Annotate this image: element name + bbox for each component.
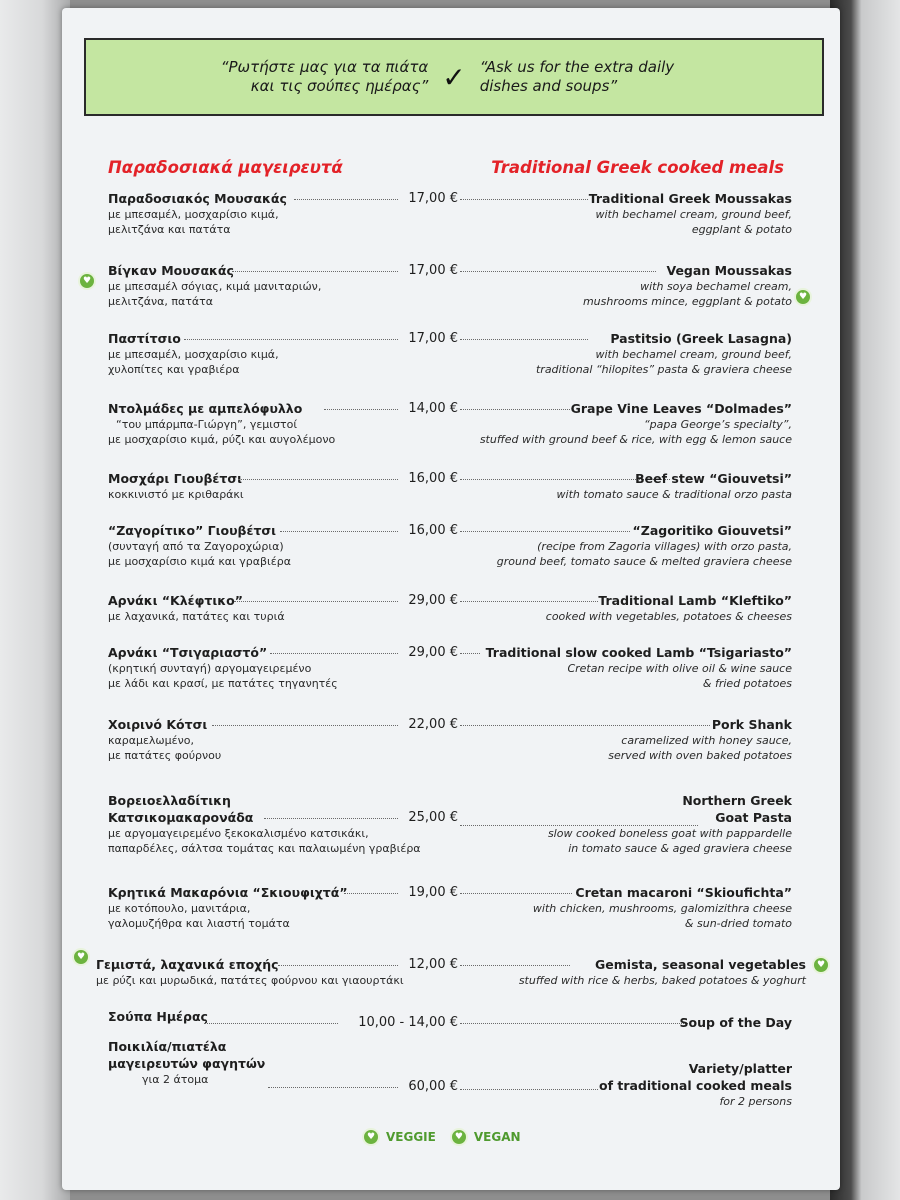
- menu-item-desc-en: traditional “hilopites” pasta & graviera cheese: [535, 363, 792, 376]
- menu-item-desc-en: cooked with vegetables, potatoes & cheeses: [545, 610, 792, 623]
- menu-item-desc-gr: παπαρδέλες, σάλτσα τομάτας και παλαιωμένη γραβιέρα: [108, 842, 421, 855]
- menu-item-name-en-line2: of traditional cooked meals: [598, 1078, 792, 1093]
- menu-item-desc-gr: γαλομυζήθρα και λιαστή τομάτα: [108, 917, 290, 930]
- menu-item-english: [466, 956, 806, 988]
- menu-item-price: 14,00 €: [408, 401, 458, 416]
- menu-item-price: 25,00 €: [408, 810, 458, 825]
- menu-item-desc-en: & sun-dried tomato: [684, 917, 792, 930]
- menu-item-english: [452, 644, 792, 691]
- menu-item-name-en: Traditional slow cooked Lamb “Tsigariasto”: [485, 645, 792, 660]
- menu-item-name-gr: Μοσχάρι Γιουβέτσι: [108, 471, 242, 486]
- section-title-english: Traditional Greek cooked meals: [491, 158, 784, 177]
- menu-item-desc-en: with bechamel cream, ground beef,: [595, 348, 792, 361]
- menu-item-price: 16,00 €: [408, 471, 458, 486]
- menu-item-english: [452, 470, 792, 502]
- legend-vegan-label: VEGAN: [473, 1130, 521, 1144]
- menu-item-name-gr-line2: μαγειρευτών φαγητών: [108, 1056, 266, 1071]
- menu-item-english: [452, 592, 792, 624]
- diet-legend: [362, 1128, 562, 1146]
- menu-item-desc-en: with soya bechamel cream,: [640, 280, 792, 293]
- banner-english: [480, 58, 710, 96]
- menu-item-name-gr: “Ζαγορίτικο” Γιουβέτσι: [108, 523, 277, 538]
- menu-item-name-en: Gemista, seasonal vegetables: [595, 957, 806, 972]
- menu-item-name-gr: Σούπα Ημέρας: [108, 1009, 208, 1024]
- menu-item-name-gr: Βίγκαν Μουσακάς: [108, 263, 234, 278]
- menu-item-desc-en: caramelized with honey sauce,: [621, 734, 792, 747]
- menu-item-price: 29,00 €: [408, 645, 458, 660]
- menu-item-english: [452, 190, 792, 237]
- menu-item-desc-gr: καραμελωμένο,: [108, 734, 194, 747]
- menu-item-price: 17,00 €: [408, 331, 458, 346]
- menu-item-english: [452, 1014, 792, 1031]
- menu-item-desc-gr: (κρητική συνταγή) αργομαγειρεμένο: [108, 662, 312, 675]
- menu-item-english: [452, 884, 792, 931]
- menu-item-desc-en: ground beef, tomato sauce & melted graviera cheese: [496, 555, 792, 568]
- menu-item-name-en: Traditional Greek Moussakas: [588, 191, 792, 206]
- menu-item-desc-gr: με μπεσαμέλ σόγιας, κιμά μανιταριών,: [108, 280, 322, 293]
- banner-greek-line1: “Ρωτήστε μας για τα πιάτα: [220, 58, 429, 76]
- menu-item-name-en: Beef stew “Giouvetsi”: [635, 471, 792, 486]
- menu-item-desc-en: with bechamel cream, ground beef,: [595, 208, 792, 221]
- menu-item-name-en: Vegan Moussakas: [666, 263, 792, 278]
- menu-item-price: 17,00 €: [408, 263, 458, 278]
- banner-greek: [198, 58, 428, 96]
- menu-item-desc-gr: χυλοπίτες και γραβιέρα: [108, 363, 240, 376]
- menu-item-desc-gr: με αργομαγειρεμένο ξεκοκαλισμένο κατσικάκι,: [108, 827, 369, 840]
- menu-item-desc-en: eggplant & potato: [691, 223, 792, 236]
- menu-item-name-en-line2: Goat Pasta: [715, 810, 792, 825]
- menu-item-desc-gr: με μοσχαρίσιο κιμά, ρύζι και αυγολέμονο: [108, 433, 336, 446]
- menu-item-name-gr: Ποικιλία/πιατέλα: [108, 1039, 227, 1054]
- menu-item-name-gr: Παραδοσιακός Μουσακάς: [108, 191, 287, 206]
- menu-item-desc-gr: με πατάτες φούρνου: [108, 749, 222, 762]
- menu-item-desc-en: stuffed with rice & herbs, baked potatoes & yoghurt: [518, 974, 806, 987]
- menu-item-price: 10,00 - 14,00 €: [358, 1015, 458, 1030]
- menu-item-desc-en: slow cooked boneless goat with pappardelle: [547, 827, 792, 840]
- daily-dishes-banner: [84, 38, 824, 116]
- menu-item-name-en: Pastitsio (Greek Lasagna): [610, 331, 792, 346]
- menu-item-name-en: Variety/platter: [688, 1061, 792, 1076]
- menu-item-desc-en: for 2 persons: [719, 1095, 792, 1108]
- menu-item-desc-en: (recipe from Zagoria villages) with orzo pasta,: [537, 540, 792, 553]
- menu-item-name-en: “Zagoritiko Giouvetsi”: [632, 523, 792, 538]
- menu-item-name-en: Cretan macaroni “Skioufichta”: [575, 885, 792, 900]
- menu-item-name-gr: Γεμιστά, λαχανικά εποχής: [96, 957, 279, 972]
- menu-item-desc-en: mushrooms mince, eggplant & potato: [582, 295, 792, 308]
- menu-item-desc-en: & fried potatoes: [702, 677, 792, 690]
- menu-item-desc-gr: με κοτόπουλο, μανιτάρια,: [108, 902, 251, 915]
- menu-item-desc-gr: “του μπάρμπα-Γιώργη”, γεμιστοί: [116, 418, 298, 431]
- menu-item-desc-gr: (συνταγή από τα Ζαγοροχώρια): [108, 540, 284, 553]
- menu-item-name-gr: Χοιρινό Κότσι: [108, 717, 208, 732]
- menu-item-desc-gr: κοκκινιστό με κριθαράκι: [108, 488, 244, 501]
- background-left: [0, 0, 70, 1200]
- menu-item-desc-gr: με μπεσαμέλ, μοσχαρίσιο κιμά,: [108, 208, 279, 221]
- menu-item-price: 16,00 €: [408, 523, 458, 538]
- menu-item-price: 17,00 €: [408, 191, 458, 206]
- menu-item-desc-en: with tomato sauce & traditional orzo pasta: [556, 488, 792, 501]
- legend-veggie-label: VEGGIE: [386, 1130, 436, 1144]
- menu-item-name-gr: Αρνάκι “Τσιγαριαστό”: [108, 645, 268, 660]
- menu-item-name-gr: Ντολμάδες με αμπελόφυλλο: [108, 401, 303, 416]
- menu-item-english: [452, 330, 792, 377]
- menu-item-price: 12,00 €: [408, 957, 458, 972]
- veggie-leaf-icon: [362, 1128, 380, 1146]
- menu-item-price: 60,00 €: [408, 1079, 458, 1094]
- menu-item-price: 19,00 €: [408, 885, 458, 900]
- menu-item-desc-gr: με μοσχαρίσιο κιμά και γραβιέρα: [108, 555, 291, 568]
- menu-item-name-gr: Παστίτσιο: [108, 331, 181, 346]
- menu-item-desc-gr: με λάδι και κρασί, με πατάτες τηγανητές: [108, 677, 338, 690]
- menu-item-price: 29,00 €: [408, 593, 458, 608]
- menu-item-desc-en: served with oven baked potatoes: [608, 749, 792, 762]
- banner-greek-line2: και τις σούπες ημέρας”: [250, 77, 429, 95]
- menu-item-desc-en: in tomato sauce & aged graviera cheese: [568, 842, 792, 855]
- menu-item-desc-en: Cretan recipe with olive oil & wine sauce: [567, 662, 792, 675]
- vegan-leaf-icon: [794, 288, 812, 306]
- menu-item-name-en: Grape Vine Leaves “Dolmades”: [570, 401, 792, 416]
- menu-page: [62, 8, 840, 1190]
- menu-item-desc-gr: με μπεσαμέλ, μοσχαρίσιο κιμά,: [108, 348, 279, 361]
- vegan-leaf-icon: [812, 956, 830, 974]
- banner-english-line2: dishes and soups”: [479, 77, 618, 95]
- menu-item-english: [452, 1060, 792, 1109]
- vegan-leaf-icon: [450, 1128, 468, 1146]
- background-right: [830, 0, 900, 1200]
- menu-item-english: [452, 716, 792, 763]
- menu-item-desc-gr: με ρύζι και μυρωδικά, πατάτες φούρνου και γιαουρτάκι: [96, 974, 404, 987]
- menu-item-name-en: Soup of the Day: [679, 1015, 792, 1030]
- menu-item-english: [452, 400, 792, 447]
- menu-item-desc-gr: μελιτζάνα και πατάτα: [108, 223, 231, 236]
- menu-item-name-gr: Αρνάκι “Κλέφτικο”: [108, 593, 243, 608]
- menu-item-desc-gr: μελιτζάνα, πατάτα: [108, 295, 214, 308]
- menu-item-name-gr-line2: Κατσικομακαρονάδα: [108, 810, 254, 825]
- menu-item-name-en: Traditional Lamb “Kleftiko”: [598, 593, 792, 608]
- menu-item-desc-en: stuffed with ground beef & rice, with egg & lemon sauce: [479, 433, 792, 446]
- menu-item-desc-en: with chicken, mushrooms, galomizithra cheese: [532, 902, 792, 915]
- vegan-leaf-icon: [72, 948, 90, 966]
- menu-item-name-gr: Κρητικά Μακαρόνια “Σκιουφιχτά”: [108, 885, 348, 900]
- menu-item-english: [452, 262, 792, 309]
- section-title-greek: Παραδοσιακά μαγειρευτά: [108, 158, 343, 177]
- menu-item-english: [452, 792, 792, 856]
- menu-item-desc-en: “papa George’s specialty”,: [643, 418, 792, 431]
- menu-item-price: 22,00 €: [408, 717, 458, 732]
- menu-item-name-gr: Βορειοελλαδίτικη: [108, 793, 231, 808]
- menu-item-desc-gr: με λαχανικά, πατάτες και τυριά: [108, 610, 285, 623]
- menu-item-desc-gr: για 2 άτομα: [142, 1073, 209, 1086]
- menu-item-english: [452, 522, 792, 569]
- checkmark-icon: ✓: [442, 60, 466, 94]
- menu-item-name-en: Northern Greek: [682, 793, 792, 808]
- menu-item-name-en: Pork Shank: [711, 717, 792, 732]
- banner-english-line1: “Ask us for the extra daily: [479, 58, 675, 76]
- vegan-leaf-icon: [78, 272, 96, 290]
